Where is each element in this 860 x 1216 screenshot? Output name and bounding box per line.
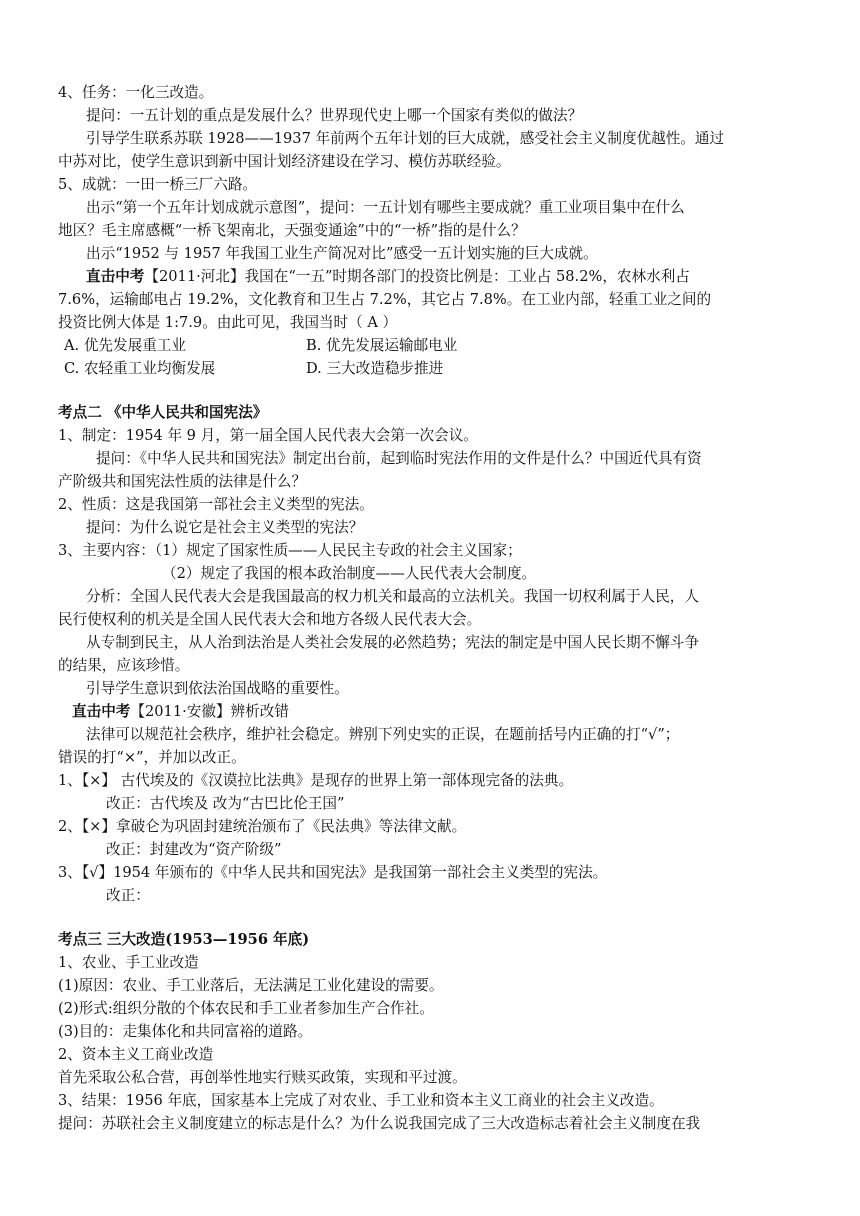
exam-label: 直击中考	[86, 268, 145, 285]
s2-analysis-line1: 分析：全国人民代表大会是我国最高的权力机关和最高的立法机关。我国一切权利属于人民，人	[86, 588, 699, 605]
s2-exam-item-1: 1、【×】 古代埃及的《汉谟拉比法典》是现存的世界上第一部体现完备的法典。	[58, 772, 574, 789]
s2-question-1-line1: 提问：《中华人民共和国宪法》制定出台前，起到临时宪法作用的文件是什么？中国近代具有资	[96, 450, 702, 467]
s3-point-1: (1)原因：农业、手工业落后，无法满足工业化建设的需要。	[58, 977, 444, 994]
s3-point-2: (2)形式:组织分散的个体农民和手工业者参加生产合作社。	[58, 1000, 434, 1017]
show-text-2: 出示“1952 与 1957 年我国工业生产简况对比”感受一五计划实施的巨大成就。	[86, 245, 598, 262]
s2-paragraph-line2: 的结果，应该珍惜。	[58, 657, 190, 674]
s2-exam-header	[72, 701, 289, 723]
show-text-line2: 地区？毛主席感概“一桥飞架南北，天强变通途”中的“一桥”指的是什么？	[58, 222, 526, 239]
exam-question-line2: 7.6%，运输邮电占 19.2%，文化教育和卫生占 7.2%，其它占 7.8%。在工业内部，轻重工业之间的	[58, 291, 712, 308]
s2-item-1: 1、制定：1954 年 9 月，第一届全国人民代表大会第一次会议。	[58, 427, 478, 444]
s2-analysis-line2: 民行使权利的机关是全国人民代表大会和地方各级人民代表大会。	[58, 611, 482, 628]
s2-exam-item-3-fix: 改正：	[106, 887, 150, 904]
exam-title: 【2011·安徽】辨析改错	[130, 703, 289, 720]
guide-text-line2: 中苏对比，使学生意识到新中国计划经济建设在学习、模仿苏联经验。	[58, 153, 511, 170]
s2-guide: 引导学生意识到依法治国战略的重要性。	[86, 680, 349, 697]
exam-question-line1	[86, 266, 690, 288]
exam-question-line3: 投资比例大体是 1:7.9。由此可见，我国当时（ A ）	[58, 314, 398, 331]
s2-item-2: 2、性质：这是我国第一部社会主义类型的宪法。	[58, 496, 374, 513]
item-5-achievement: 5、成就：一田一桥三厂六路。	[58, 176, 258, 193]
option-c: C. 农轻重工业均衡发展	[64, 360, 216, 377]
guide-text-line1: 引导学生联系苏联 1928——1937 年前两个五年计划的巨大成就，感受社会主义制度优越性。通过	[86, 130, 725, 147]
section-2-heading: 考点二 《中华人民共和国宪法》	[58, 404, 268, 421]
s3-item-2-text: 首先采取公私合营，再创举性地实行赎买政策，实现和平过渡。	[58, 1069, 467, 1086]
s2-exam-item-1-fix: 改正：古代埃及 改为“古巴比伦王国”	[106, 795, 345, 812]
s3-item-2: 2、资本主义工商业改造	[58, 1046, 214, 1063]
s2-exam-item-2: 2、【×】拿破仑为巩固封建统治颁布了《民法典》等法律文献。	[58, 818, 467, 835]
s2-exam-intro-line2: 错误的打“×”，并加以改正。	[58, 749, 246, 766]
section-3-heading: 考点三 三大改造(1953—1956 年底)	[58, 931, 310, 948]
exam-label: 直击中考	[72, 703, 131, 720]
s3-point-3: (3)目的：走集体化和共同富裕的道路。	[58, 1023, 313, 1040]
s2-paragraph-line1: 从专制到民主，从人治到法治是人类社会发展的必然趋势；宪法的制定是中国人民长期不懈斗争	[86, 634, 699, 651]
exam-question-text: 【2011·河北】我国在“一五”时期各部门的投资比例是：工业占 58.2%，农林水利占	[144, 268, 690, 285]
s2-question-1-line2: 产阶级共和国宪法性质的法律是什么？	[58, 473, 307, 490]
s2-exam-item-2-fix: 改正：封建改为“资产阶级”	[106, 841, 282, 858]
option-b: B. 优先发展运输邮电业	[306, 337, 458, 354]
s3-question: 提问：苏联社会主义制度建立的标志是什么？为什么说我国完成了三大改造标志着社会主义制度在我	[58, 1115, 701, 1132]
s3-item-3: 3、结果：1956 年底，国家基本上完成了对农业、手工业和资本主义工商业的社会主义改造。	[58, 1092, 664, 1109]
s2-item-3b: （2）规定了我国的根本政治制度——人民代表大会制度。	[162, 565, 537, 582]
option-d: D. 三大改造稳步推进	[306, 360, 444, 377]
question-1: 提问：一五计划的重点是发展什么？世界现代史上哪一个国家有类似的做法？	[86, 107, 583, 124]
item-4-task: 4、任务：一化三改造。	[58, 84, 214, 101]
s3-item-1: 1、农业、手工业改造	[58, 954, 199, 971]
show-text-line1: 出示“第一个五年计划成就示意图”，提问：一五计划有哪些主要成就？重工业项目集中在什么	[86, 199, 685, 216]
s2-exam-intro-line1: 法律可以规范社会秩序，维护社会稳定。辨别下列史实的正误，在题前括号内正确的打“√”；	[86, 726, 680, 743]
option-a: A. 优先发展重工业	[64, 337, 186, 354]
s2-question-2: 提问：为什么说它是社会主义类型的宪法？	[86, 519, 364, 536]
s2-exam-item-3: 3、【√】1954 年颁布的《中华人民共和国宪法》是我国第一部社会主义类型的宪法。	[58, 864, 608, 881]
s2-item-3: 3、主要内容：（1）规定了国家性质——人民民主专政的社会主义国家；	[58, 542, 522, 559]
